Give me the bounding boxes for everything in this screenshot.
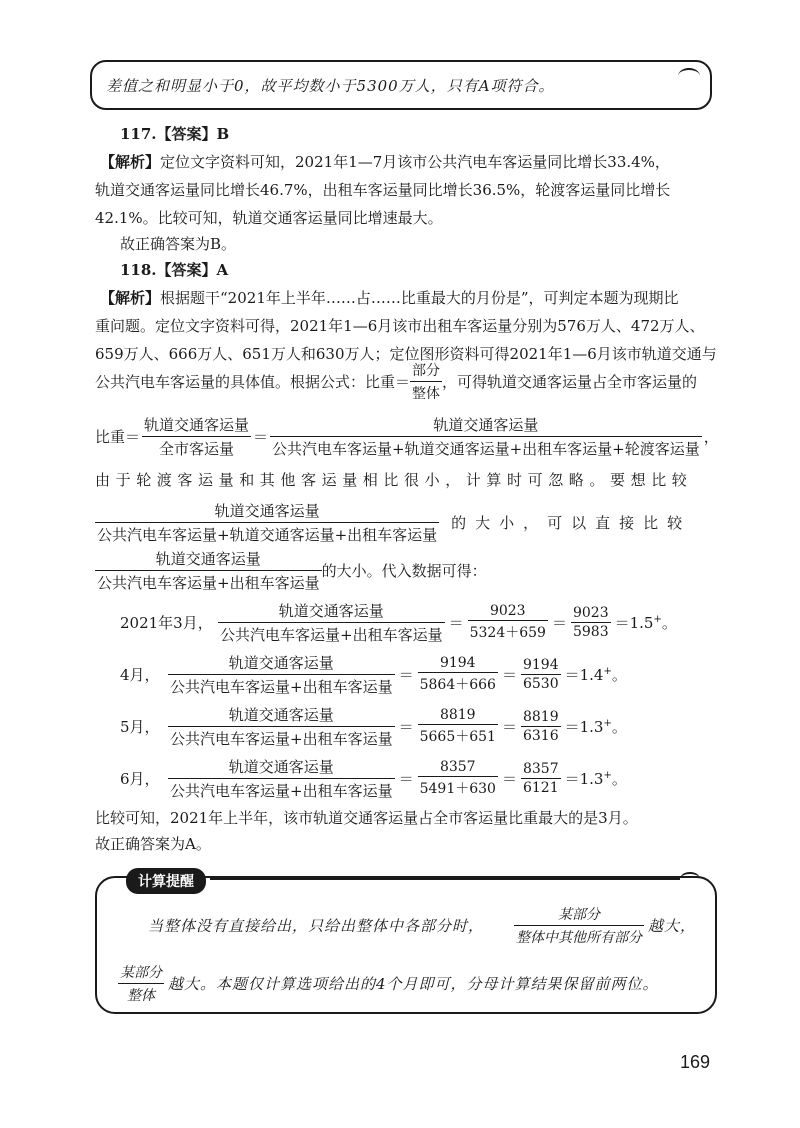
fraction-denominator: 公共汽电车客运量+轨道交通客运量+出租车客运量+轮渡客运量 — [270, 436, 702, 459]
calc-row-april — [120, 652, 627, 697]
result-end: 。 — [661, 614, 677, 632]
page-number: 169 — [680, 1052, 711, 1072]
q118-answer: 118.【答案】A — [120, 261, 229, 279]
row-sum-fraction — [418, 707, 498, 746]
fraction-denominator: 公共汽电车客运量+出租车客运量 — [168, 674, 395, 697]
fraction-numerator: 轨道交通客运量 — [228, 706, 334, 724]
share-equation — [95, 414, 719, 459]
fraction-numerator: 8357 — [522, 761, 559, 777]
tip-fraction-1 — [514, 904, 644, 947]
q117-analysis-line-2: 轨道交通客运量同比增长46.7%，出租车客运量同比增长36.5%，轮渡客运量同比增长 — [95, 181, 671, 199]
fraction-numerator: 9023 — [489, 603, 526, 619]
fraction-numerator: 9023 — [572, 605, 609, 621]
row-sum-fraction — [468, 603, 548, 642]
q118-line-8 — [95, 548, 487, 593]
fraction-numerator: 轨道交通客运量 — [144, 416, 250, 434]
calc-tip-tag: 计算提醒 — [126, 868, 206, 894]
q118-text-1: 根据题干“2021年上半年……占……比重最大的月份是”，可判定本题为现期比 — [160, 289, 679, 307]
equals-sign: ＝ — [398, 770, 414, 788]
rail-over-total-fraction — [142, 414, 251, 459]
equals-sign: ＝ — [448, 614, 464, 632]
row-sum-fraction — [418, 759, 498, 798]
equals-sign: ＝ — [501, 718, 517, 736]
fraction-numerator: 9194 — [522, 657, 559, 673]
tip-text-1a: 当整体没有直接给出，只给出整体中各部分时， — [148, 917, 485, 935]
fraction-denominator: 5491＋630 — [418, 776, 498, 798]
box-curl-decoration — [678, 68, 700, 84]
row-formula-fraction — [168, 756, 395, 801]
row-result — [615, 612, 677, 633]
fraction-numerator: 9194 — [439, 655, 476, 671]
q118-text-7b: 的大小，可以直接比较 — [451, 514, 692, 532]
fraction-denominator: 6121 — [522, 780, 559, 796]
row-label: 2021年3月， — [120, 614, 213, 632]
result-end: 。 — [611, 770, 627, 788]
fraction-numerator: 8819 — [439, 707, 476, 723]
analysis-label: 【解析】 — [100, 153, 161, 171]
q118-text-8b: 的大小。代入数据可得： — [321, 562, 487, 580]
result-sup: + — [653, 614, 662, 625]
fraction-denominator: 5864＋666 — [418, 672, 498, 694]
tip-fraction-2 — [118, 962, 164, 1005]
fraction-denominator: 公共汽电车客运量+出租车客运量 — [95, 570, 322, 593]
row-label: 5月， — [120, 718, 160, 736]
continuation-note-box — [90, 60, 712, 110]
result-value: ＝1.3 — [564, 770, 604, 788]
q118-text-4a: 公共汽电车客运量的具体值。根据公式：比重＝ — [95, 373, 411, 391]
tip-curl-decoration — [680, 872, 700, 886]
equals-sign: ＝ — [501, 770, 517, 788]
fraction-denominator: 公共汽电车客运量+出租车客运量 — [218, 622, 445, 645]
tip-text-2: 越大。本题仅计算选项给出的4个月即可，分母计算结果保留前两位。 — [168, 975, 659, 993]
equals-sign: ＝ — [398, 718, 414, 736]
row-formula-fraction — [218, 600, 445, 645]
q118-line-7 — [95, 500, 691, 545]
result-end: 。 — [611, 666, 627, 684]
q117-conclusion: 故正确答案为B。 — [120, 235, 237, 253]
calc-row-march — [120, 600, 677, 645]
result-value: ＝1.4 — [564, 666, 604, 684]
row-total-fraction — [521, 761, 561, 796]
result-value: ＝1.5 — [614, 614, 654, 632]
fraction-denominator: 整体中其他所有部分 — [514, 925, 644, 947]
fraction-numerator: 轨道交通客运量 — [228, 654, 334, 672]
q118-conclusion: 故正确答案为A。 — [95, 835, 211, 853]
rail-over-sum-fraction — [270, 414, 702, 459]
q118-line-6: 由于轮渡客运量和其他客运量相比很小，计算时可忽略。要想比较 — [95, 471, 693, 489]
fraction-numerator: 轨道交通客运量 — [214, 502, 320, 520]
part-whole-fraction — [410, 360, 442, 403]
row-result — [565, 716, 627, 737]
fraction-numerator: 某部分 — [120, 965, 162, 981]
q118-analysis-line-3: 659万人、666万人、651万人和630万人；定位图形资料可得2021年1—6月该市轨道交通与 — [95, 345, 717, 363]
equals-sign: ＝ — [501, 666, 517, 684]
row-result — [565, 664, 627, 685]
result-end: 。 — [611, 718, 627, 736]
fraction-denominator: 5324＋659 — [468, 620, 548, 642]
fraction-numerator: 某部分 — [558, 907, 601, 923]
fraction-denominator: 公共汽电车客运量+出租车客运量 — [168, 778, 395, 801]
row-total-fraction — [571, 605, 611, 640]
q117-text-1: 定位文字资料可知，2021年1—7月该市公共汽电车客运量同比增长33.4%， — [160, 153, 670, 171]
fraction-denominator: 6316 — [522, 728, 559, 744]
row-total-fraction — [521, 657, 561, 692]
analysis-label: 【解析】 — [100, 289, 161, 307]
fraction-numerator: 8357 — [439, 759, 476, 775]
tip-rule-line — [210, 878, 680, 880]
result-sup: + — [603, 666, 612, 677]
row-label: 6月， — [120, 770, 160, 788]
fraction-numerator: 8819 — [522, 709, 559, 725]
q118-text-4b: ，可得轨道交通客运量占全市客运量的 — [442, 373, 698, 391]
fraction-numerator: 轨道交通客运量 — [278, 602, 384, 620]
fraction-numerator: 轨道交通客运量 — [433, 416, 539, 434]
fraction-denominator: 整体 — [410, 381, 442, 403]
row-total-fraction — [521, 709, 561, 744]
fraction-numerator: 部分 — [412, 363, 441, 379]
q117-analysis-line-1 — [100, 152, 670, 172]
result-value: ＝1.3 — [564, 718, 604, 736]
tip-line-1 — [148, 904, 696, 947]
q117-analysis-line-3: 42.1%。比较可知，轨道交通客运量同比增速最大。 — [95, 209, 443, 227]
fraction-numerator: 轨道交通客运量 — [228, 758, 334, 776]
comma: ， — [703, 428, 719, 446]
fraction-denominator: 全市客运量 — [142, 436, 251, 459]
q118-formula-line — [95, 360, 697, 403]
fraction-denominator: 5665＋651 — [418, 724, 498, 746]
three-part-fraction — [95, 500, 439, 545]
fraction-denominator: 5983 — [572, 624, 609, 640]
share-label: 比重＝ — [95, 428, 141, 446]
fraction-denominator: 整体 — [118, 983, 164, 1005]
row-sum-fraction — [418, 655, 498, 694]
q118-analysis-line-1 — [100, 288, 679, 308]
result-sup: + — [603, 770, 612, 781]
q118-analysis-line-2: 重问题。定位文字资料可得，2021年1—6月该市出租车客运量分别为576万人、472万人、 — [95, 317, 705, 335]
row-formula-fraction — [168, 652, 395, 697]
result-sup: + — [603, 718, 612, 729]
tip-text-1b: 越大， — [648, 917, 697, 935]
fraction-numerator: 轨道交通客运量 — [155, 550, 261, 568]
tip-line-2 — [118, 962, 659, 1005]
fraction-denominator: 公共汽电车客运量+轨道交通客运量+出租车客运量 — [95, 522, 439, 545]
continuation-note: 差值之和明显小于0，故平均数小于5300万人，只有A项符合。 — [106, 77, 555, 95]
q117-answer: 117.【答案】B — [120, 125, 230, 143]
fraction-denominator: 6530 — [522, 676, 559, 692]
fraction-denominator: 公共汽电车客运量+出租车客运量 — [168, 726, 395, 749]
q118-compare: 比较可知，2021年上半年，该市轨道交通客运量占全市客运量比重最大的是3月。 — [95, 809, 638, 827]
calc-row-june — [120, 756, 627, 801]
equals-sign: ＝ — [253, 428, 269, 446]
row-result — [565, 768, 627, 789]
equals-sign: ＝ — [398, 666, 414, 684]
row-formula-fraction — [168, 704, 395, 749]
two-part-fraction — [95, 548, 322, 593]
calc-row-may — [120, 704, 627, 749]
equals-sign: ＝ — [551, 614, 567, 632]
row-label: 4月， — [120, 666, 160, 684]
